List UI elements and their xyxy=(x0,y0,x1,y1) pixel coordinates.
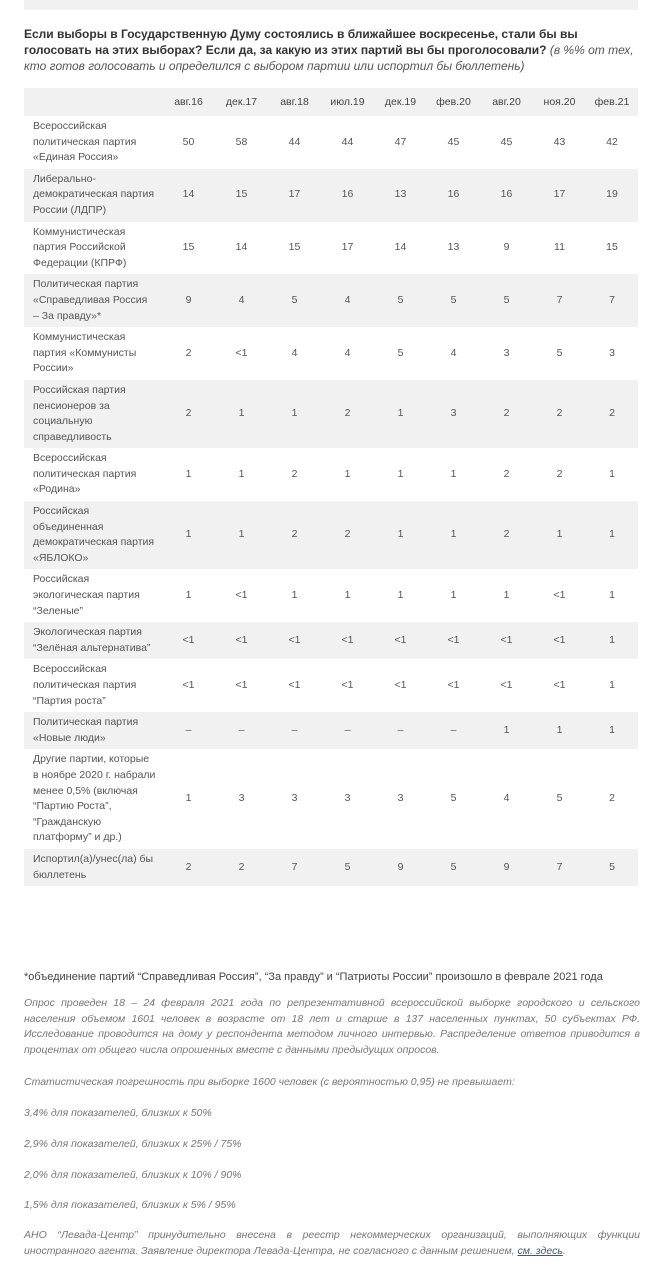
results-table xyxy=(24,88,638,886)
value-cell: 1 xyxy=(291,407,298,420)
value-cell: 5 xyxy=(503,293,510,306)
value-cell: 5 xyxy=(450,860,457,873)
value-cell: 1 xyxy=(185,528,192,541)
notice-end: . xyxy=(562,1244,566,1257)
value-cell: <1 xyxy=(182,634,195,647)
table-row xyxy=(24,169,638,222)
value-cell: 15 xyxy=(182,241,195,254)
value-cell: 1 xyxy=(185,792,192,805)
foreign-agent-notice xyxy=(24,1228,640,1259)
value-cell: 2 xyxy=(344,407,351,420)
value-cell: 3 xyxy=(397,792,404,805)
value-cell: 2 xyxy=(185,860,192,873)
value-cell: 1 xyxy=(609,589,615,602)
value-cell: 19 xyxy=(606,188,618,201)
value-cell: <1 xyxy=(553,679,566,691)
value-cell: <1 xyxy=(288,679,301,691)
value-cell: 1 xyxy=(609,467,615,480)
value-cell: 1 xyxy=(609,528,615,541)
party-name-cell: Всероссийская политическая партия “Партия роста” xyxy=(33,663,137,707)
value-cell: 1 xyxy=(503,589,510,602)
table-row xyxy=(24,327,638,380)
column-header: дек.19 xyxy=(384,96,417,108)
value-cell: 4 xyxy=(450,346,457,359)
value-cell: 3 xyxy=(609,346,615,359)
value-cell: 1 xyxy=(503,723,510,736)
value-cell: 7 xyxy=(556,293,563,306)
value-cell: <1 xyxy=(394,679,407,691)
value-cell: 1 xyxy=(609,634,615,647)
value-cell: 1 xyxy=(344,467,351,480)
stat-error-intro: Статистическая погрешность при выборке 1600 человек (с вероятностью 0,95) не превышает: xyxy=(24,1076,515,1088)
table-row xyxy=(24,501,638,569)
value-cell: 16 xyxy=(500,188,513,201)
value-cell: 5 xyxy=(556,346,563,359)
value-cell: 16 xyxy=(447,188,460,201)
party-name-cell: Политическая партия «Справедливая Россия – За правду»* xyxy=(33,278,148,322)
methodology-text: Опрос проведен 18 – 24 февраля 2021 года по репрезентативной всероссийской выборке городского и сельского населения объемом 1601 человек в возрасте от 18 лет и старше в 137 населенных пунктах, 50 субъектах РФ. Исследование проводится на дому у респондента методом личного интервью. Распределение ответов приводится в процентах от общего числа опрошенных вместе с данными предыдущих опросов. xyxy=(24,997,640,1056)
value-cell: <1 xyxy=(235,679,248,691)
value-cell: 9 xyxy=(503,241,510,254)
value-cell: 7 xyxy=(556,860,563,873)
party-name-cell: Экологическая партия “Зелёная альтернатива” xyxy=(33,626,151,654)
value-cell: <1 xyxy=(394,634,407,647)
survey-question xyxy=(24,26,642,74)
value-cell: 9 xyxy=(397,860,404,873)
value-cell: 4 xyxy=(238,293,245,306)
column-header: авг.16 xyxy=(174,96,203,108)
value-cell: 1 xyxy=(397,467,404,480)
value-cell: 5 xyxy=(450,792,457,805)
value-cell: 2 xyxy=(344,528,351,541)
value-cell: 1 xyxy=(450,589,457,602)
question-text: Если выборы в Государственную Думу состоялись в ближайшее воскресенье, стали бы вы голосовать на этих выборах? Если да, за какую из этих партий вы бы проголосовали? xyxy=(24,27,578,57)
value-cell: 15 xyxy=(288,241,301,254)
value-cell: 14 xyxy=(182,188,195,201)
value-cell: 44 xyxy=(288,135,301,148)
value-cell: 2 xyxy=(185,346,192,359)
value-cell: 1 xyxy=(609,679,615,691)
value-cell: 5 xyxy=(397,346,404,359)
column-header: авг.18 xyxy=(280,96,309,108)
value-cell: 5 xyxy=(291,293,298,306)
value-cell: 1 xyxy=(185,589,192,602)
value-cell: 1 xyxy=(397,407,404,420)
value-cell: <1 xyxy=(553,634,566,647)
question-note: (в %% от тех, кто готов голосовать и определился с выбором партии или испортил бы бюллетень) xyxy=(24,43,634,73)
stat-error-item: 2,0% для показателей, близких к 10% / 90% xyxy=(24,1169,242,1181)
value-cell: 1 xyxy=(397,589,404,602)
party-name-cell: Другие партии, которые в ноябре 2020 г. набрали менее 0,5% (включая “Партию Роста”, “Гражданскую платформу” и др.) xyxy=(33,753,156,844)
value-cell: 2 xyxy=(185,407,192,420)
table-row xyxy=(24,222,638,275)
value-cell: 2 xyxy=(238,860,245,873)
value-cell: 45 xyxy=(500,135,513,148)
column-header: фев.21 xyxy=(594,96,630,108)
table-row xyxy=(24,749,638,849)
value-cell: 3 xyxy=(450,407,457,420)
value-cell: 15 xyxy=(235,188,248,201)
table-row xyxy=(24,274,638,327)
value-cell: 4 xyxy=(291,346,298,359)
value-cell: 2 xyxy=(503,528,510,541)
value-cell: – xyxy=(185,723,192,736)
value-cell: 3 xyxy=(503,346,510,359)
value-cell: – xyxy=(344,723,351,736)
value-cell: 5 xyxy=(344,860,351,873)
value-cell: 17 xyxy=(553,188,566,201)
value-cell: 1 xyxy=(556,723,563,736)
value-cell: 58 xyxy=(235,135,248,148)
value-cell: 1 xyxy=(450,467,457,480)
value-cell: – xyxy=(291,723,298,736)
value-cell: 5 xyxy=(556,792,563,805)
table-row xyxy=(24,569,638,622)
value-cell: 2 xyxy=(503,467,510,480)
value-cell: <1 xyxy=(341,679,354,691)
stat-error-item: 1,5% для показателей, близких к 5% / 95% xyxy=(24,1199,236,1211)
value-cell: 45 xyxy=(447,135,460,148)
column-header: авг.20 xyxy=(492,96,521,108)
value-cell: 47 xyxy=(394,135,407,148)
table-row xyxy=(24,380,638,448)
value-cell: 1 xyxy=(238,467,245,480)
table-row xyxy=(24,659,638,712)
party-name-cell: Коммунистическая партия Российской Федерации (КПРФ) xyxy=(33,225,127,269)
table-row xyxy=(24,116,638,169)
value-cell: 14 xyxy=(235,241,248,254)
party-name-cell: Испортил(а)/унес(ла) бы бюллетень xyxy=(33,852,154,881)
table-row xyxy=(24,849,638,886)
party-name-cell: Политическая партия «Новые люди» xyxy=(33,716,139,744)
party-name-cell: Либерально-демократическая партия России (ЛДПР) xyxy=(33,172,155,216)
value-cell: 4 xyxy=(344,293,351,306)
column-header: дек.17 xyxy=(225,96,258,108)
value-cell: 2 xyxy=(609,792,615,805)
value-cell: 11 xyxy=(554,241,565,254)
value-cell: <1 xyxy=(182,679,195,691)
value-cell: <1 xyxy=(235,589,248,602)
value-cell: 42 xyxy=(606,135,618,148)
value-cell: 4 xyxy=(503,792,510,805)
value-cell: 1 xyxy=(291,589,298,602)
table-row xyxy=(24,448,638,501)
value-cell: 43 xyxy=(553,135,566,148)
value-cell: 5 xyxy=(609,860,615,873)
value-cell: 1 xyxy=(238,407,245,420)
value-cell: 3 xyxy=(344,792,351,805)
column-header-party xyxy=(24,88,162,116)
value-cell: 3 xyxy=(291,792,298,805)
value-cell: <1 xyxy=(447,634,460,647)
table-header-row xyxy=(24,88,638,116)
value-cell: 7 xyxy=(291,860,298,873)
stat-error-item: 2,9% для показателей, близких к 25% / 75% xyxy=(24,1138,242,1150)
value-cell: <1 xyxy=(447,679,460,691)
value-cell: 2 xyxy=(556,467,563,480)
column-header: июл.19 xyxy=(330,96,365,108)
value-cell: 2 xyxy=(503,407,510,420)
value-cell: 5 xyxy=(397,293,404,306)
value-cell: 9 xyxy=(503,860,510,873)
value-cell: <1 xyxy=(235,634,248,647)
value-cell: <1 xyxy=(553,589,566,602)
value-cell: 1 xyxy=(185,467,192,480)
party-name-cell: Всероссийская политическая партия «Родина» xyxy=(33,452,137,496)
table-row xyxy=(24,712,638,749)
column-header: ноя.20 xyxy=(543,96,576,108)
value-cell: <1 xyxy=(341,634,354,647)
party-name-cell: Российская объединенная демократическая партия «ЯБЛОКО» xyxy=(33,505,155,564)
statement-link[interactable]: см. здесь xyxy=(517,1244,563,1257)
value-cell: 5 xyxy=(450,293,457,306)
value-cell: 1 xyxy=(238,528,245,541)
value-cell: 16 xyxy=(341,188,354,201)
value-cell: 1 xyxy=(609,723,615,736)
notice-text: АНО “Левада-Центр” принудительно внесена в реестр некоммерческих организаций, выполняющих функции иностранного агента. Заявление директора Левада-Центра, не согласного с данным решением, xyxy=(24,1229,640,1257)
value-cell: 50 xyxy=(182,135,195,148)
value-cell: 2 xyxy=(556,407,563,420)
value-cell: – xyxy=(450,723,457,736)
column-header: фев.20 xyxy=(436,96,471,108)
value-cell: – xyxy=(238,723,245,736)
value-cell: 2 xyxy=(291,528,298,541)
value-cell: 4 xyxy=(344,346,351,359)
footnote: *объединение партий “Справедливая Россия”, “За правду” и “Патриоты России” произошло в феврале 2021 года xyxy=(24,971,603,983)
party-name-cell: Всероссийская политическая партия «Единая Россия» xyxy=(33,120,137,164)
value-cell: 17 xyxy=(288,188,301,201)
value-cell: 15 xyxy=(606,241,618,254)
value-cell: 7 xyxy=(609,293,615,306)
table-body xyxy=(24,116,638,886)
value-cell: 1 xyxy=(397,528,404,541)
party-name-cell: Российская партия пенсионеров за социальную справедливость xyxy=(33,383,126,443)
value-cell: 1 xyxy=(450,528,457,541)
value-cell: 13 xyxy=(394,188,407,201)
value-cell: <1 xyxy=(500,679,513,691)
value-cell: – xyxy=(397,723,404,736)
stat-error-item: 3,4% для показателей, близких к 50% xyxy=(24,1107,212,1119)
value-cell: 2 xyxy=(291,467,298,480)
value-cell: 2 xyxy=(609,407,615,420)
party-name-cell: Коммунистическая партия «Коммунисты России» xyxy=(33,331,137,375)
value-cell: 13 xyxy=(447,241,460,254)
value-cell: 1 xyxy=(344,589,351,602)
value-cell: 17 xyxy=(341,241,354,254)
value-cell: <1 xyxy=(288,634,301,647)
value-cell: 14 xyxy=(394,241,407,254)
party-name-cell: Российская экологическая партия “Зеленые” xyxy=(33,573,140,617)
value-cell: 9 xyxy=(185,293,192,306)
value-cell: 1 xyxy=(556,528,563,541)
value-cell: 3 xyxy=(238,792,245,805)
top-divider xyxy=(24,0,638,10)
value-cell: <1 xyxy=(500,634,513,647)
value-cell: 44 xyxy=(341,135,354,148)
table-row xyxy=(24,622,638,659)
value-cell: <1 xyxy=(235,346,248,359)
